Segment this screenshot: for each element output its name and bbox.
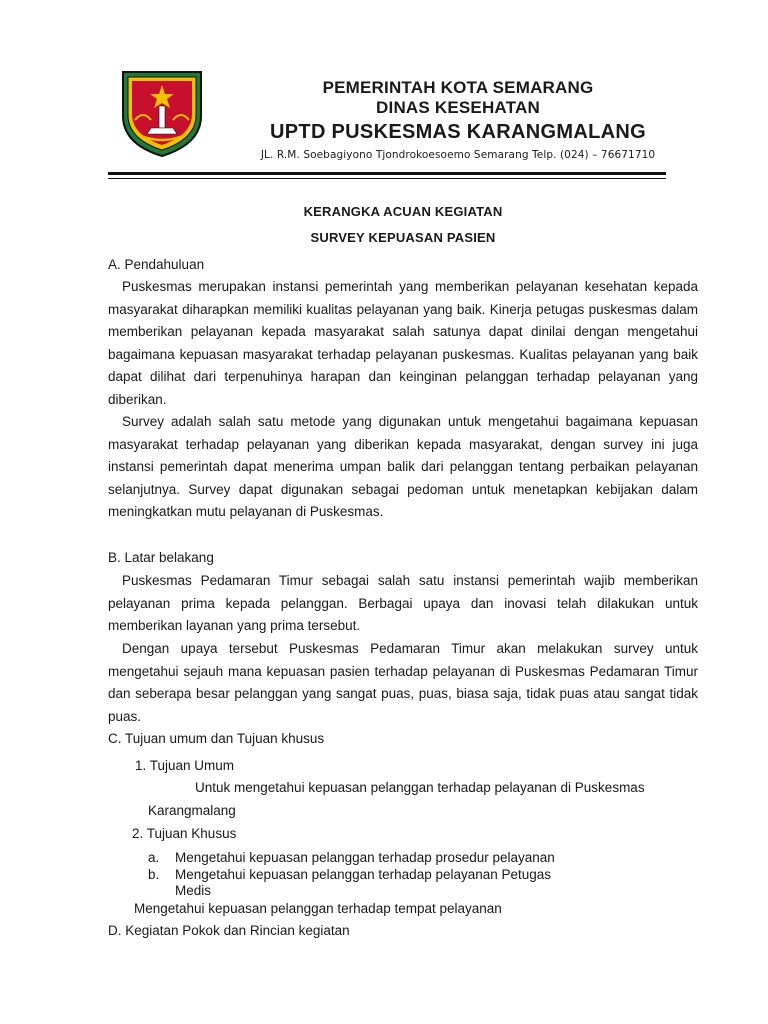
objective-1-text-line-2: Karangmalang: [148, 803, 236, 818]
list-item-text: Mengetahui kepuasan pelanggan terhadap prosedur pelayanan: [175, 850, 555, 865]
list-item-text: Mengetahui kepuasan pelanggan terhadap pelayanan Petugas: [175, 867, 552, 882]
list-marker: b.: [148, 867, 160, 882]
section-d-heading: D. Kegiatan Pokok dan Rincian kegiatan: [108, 923, 350, 938]
section-a-paragraph-2: Survey adalah salah satu metode yang digunakan untuk mengetahui bagaimana kepuasan masyarakat terhadap pelayanan yang diberikan kepada masyarakat, dengan survey ini juga instansi pemerintah dapat menerima umpan balik dari pelanggan tentang perbaikan pelayanan selanjutnya. Survey dapat digunakan sebagai pedoman untuk menetapkan kebijakan dalam meningkatkan mutu pelayanan di Puskesmas.: [108, 414, 698, 519]
objective-extra-text: Mengetahui kepuasan pelanggan terhadap tempat pelayanan: [134, 901, 502, 916]
letterhead-address: JL. R.M. Soebagiyono Tjondrokoesoemo Semarang Telp. (024) – 76671710: [260, 149, 656, 161]
document-subtitle: SURVEY KEPUASAN PASIEN: [310, 230, 496, 245]
letterhead-divider-thick: [108, 172, 666, 175]
department-name: DINAS KESEHATAN: [376, 98, 540, 117]
letterhead-divider-thin: [108, 178, 666, 179]
objective-1-label: 1. Tujuan Umum: [135, 758, 235, 773]
section-b-heading: B. Latar belakang: [108, 550, 214, 565]
section-b-paragraph-2: Dengan upaya tersebut Puskesmas Pedamaran Timur akan melakukan survey untuk mengetahui sejauh mana kepuasan pasien terhadap pelayanan di Puskesmas Pedamaran Timur dan seberapa besar pelanggan yang sangat puas, puas, biasa saja, tidak puas atau sangat tidak puas.: [108, 641, 698, 724]
objective-2-label: 2. Tujuan Khusus: [132, 826, 237, 841]
list-marker: a.: [148, 850, 160, 865]
letterhead: [248, 78, 668, 163]
city-emblem-icon: [121, 70, 203, 158]
document-title: KERANGKA ACUAN KEGIATAN: [303, 204, 503, 219]
list-item-text-continuation: Medis: [175, 883, 212, 898]
section-b-paragraph-1: Puskesmas Pedamaran Timur sebagai salah satu instansi pemerintah wajib memberikan pelayanan prima kepada pelanggan. Berbagai upaya dan inovasi telah dilakukan untuk memberikan layanan yang prima tersebut.: [108, 573, 698, 633]
objective-1-text-line-1: Untuk mengetahui kepuasan pelanggan terhadap pelayanan di Puskesmas: [195, 780, 645, 795]
government-name: PEMERINTAH KOTA SEMARANG: [322, 78, 594, 97]
section-a-paragraph-1: Puskesmas merupakan instansi pemerintah yang memberikan pelayanan kesehatan kepada masyarakat diharapkan memiliki kualitas pelayanan yang baik. Kinerja petugas puskesmas dalam memberikan pelayanan kepada masyarakat salah satunya dapat dinilai dengan mengetahui bagaimana kepuasan masyarakat terhadap pelayanan puskesmas. Kualitas pelayanan yang baik dapat dilihat dari terpenuhinya harapan dan keinginan pelanggan terhadap pelayanan yang diberikan.: [108, 279, 698, 407]
unit-name: UPTD PUSKESMAS KARANGMALANG: [270, 121, 646, 143]
section-a-heading: A. Pendahuluan: [108, 257, 205, 272]
list-item: [148, 849, 555, 866]
section-c-heading: C. Tujuan umum dan Tujuan khusus: [108, 731, 325, 746]
